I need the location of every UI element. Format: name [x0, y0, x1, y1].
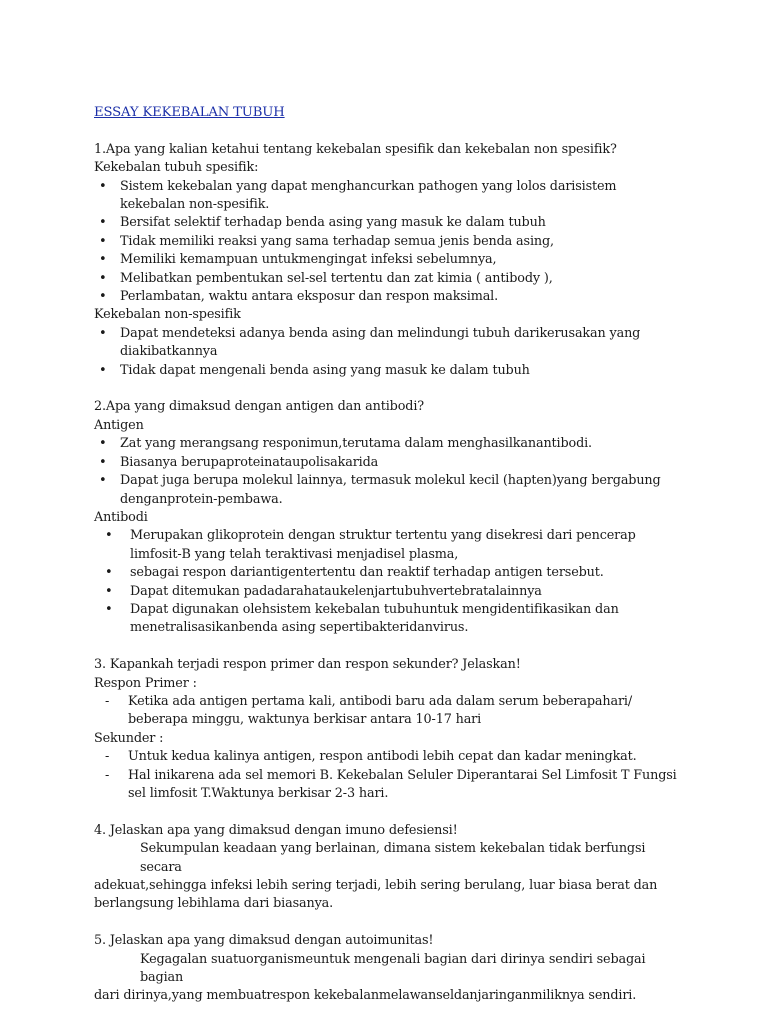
- antigen-heading: Antigen: [94, 417, 144, 433]
- list-item: • Dapat digunakan olehsistem kekebalan tubuhuntuk mengidentifikasikan dan menetralisasikanbenda asing sepertibakteridanvirus.: [94, 601, 684, 638]
- list-item: • Dapat ditemukan padadarahataukelenjartubuhvertebratalainnya: [94, 583, 684, 601]
- list-item: • Bersifat selektif terhadap benda asing yang masuk ke dalam tubuh: [94, 214, 684, 232]
- list-item: • Melibatkan pembentukan sel-sel tertentu dan zat kimia ( antibody ),: [94, 270, 684, 288]
- list-item: • Dapat juga berupa molekul lainnya, termasuk molekul kecil (hapten)yang bergabung denganprotein-pembawa.: [94, 472, 684, 509]
- list-item: - Untuk kedua kalinya antigen, respon antibodi lebih cepat dan kadar meningkat.: [94, 748, 684, 766]
- list-item: • Sistem kekebalan yang dapat menghancurkan pathogen yang lolos darisistem kekebalan non-spesifik.: [94, 178, 684, 215]
- spesifik-heading: Kekebalan tubuh spesifik:: [94, 160, 259, 176]
- antibodi-list: [94, 527, 684, 637]
- question-3: 3. Kapankah terjadi respon primer dan respon sekunder? Jelaskan!: [94, 657, 521, 673]
- answer-5-line-2: dari dirinya,yang membuatrespon kekebalanmelawanseldanjaringanmiliknya sendiri.: [94, 988, 637, 1004]
- list-item: - Hal inikarena ada sel memori B. Kekebalan Seluler Diperantarai Sel Limfosit T Fungsi sel limfosit T.Waktunya berkisar 2-3 hari.: [94, 767, 684, 804]
- sekunder-list: [94, 748, 684, 803]
- list-item: • Tidak memiliki reaksi yang sama terhadap semua jenis benda asing,: [94, 233, 684, 251]
- list-item: - Ketika ada antigen pertama kali, antibodi baru ada dalam serum beberapahari/ beberapa minggu, waktunya berkisar antara 10-17 hari: [94, 693, 684, 730]
- answer-4-line-2: adekuat,sehingga infeksi lebih sering terjadi, lebih sering berulang, luar biasa berat dan: [94, 878, 658, 893]
- list-item: • Zat yang merangsang responimun,terutama dalam menghasilkanantibodi.: [94, 435, 684, 453]
- question-5: 5. Jelaskan apa yang dimaksud dengan autoimunitas!: [94, 933, 434, 949]
- nonspesifik-heading: Kekebalan non-spesifik: [94, 307, 241, 323]
- list-item: • Biasanya berupaproteinataupolisakarida: [94, 454, 684, 472]
- primer-heading: Respon Primer :: [94, 675, 197, 691]
- essay-title[interactable]: ESSAY KEKEBALAN TUBUH: [94, 105, 285, 120]
- answer-5-line-1: Kegagalan suatuorganismeuntuk mengenali bagian dari dirinya sendiri sebagai bagian: [140, 951, 646, 986]
- sekunder-heading: Sekunder :: [94, 730, 164, 746]
- spesifik-list: [94, 178, 684, 307]
- antigen-list: [94, 435, 684, 509]
- list-item: • Memiliki kemampuan untukmengingat infeksi sebelumnya,: [94, 251, 684, 269]
- primer-list: [94, 693, 684, 730]
- list-item: • Tidak dapat mengenali benda asing yang masuk ke dalam tubuh: [94, 362, 684, 380]
- document-body: [94, 104, 684, 1006]
- question-4: 4. Jelaskan apa yang dimaksud dengan imuno defesiensi!: [94, 822, 458, 838]
- question-2: 2.Apa yang dimaksud dengan antigen dan antibodi?: [94, 399, 424, 415]
- list-item: • Perlambatan, waktu antara eksposur dan respon maksimal.: [94, 288, 684, 306]
- antibodi-heading: Antibodi: [94, 509, 148, 525]
- answer-4-line-3: berlangsung lebihlama dari biasanya.: [94, 896, 334, 912]
- question-1: 1.Apa yang kalian ketahui tentang kekebalan spesifik dan kekebalan non spesifik?: [94, 141, 617, 157]
- answer-4-line-1: Sekumpulan keadaan yang berlainan, dimana sistem kekebalan tidak berfungsi secara: [140, 841, 646, 875]
- list-item: • sebagai respon dariantigentertentu dan reaktif terhadap antigen tersebut.: [94, 564, 684, 582]
- list-item: • Dapat mendeteksi adanya benda asing dan melindungi tubuh darikerusakan yang diakibatkannya: [94, 325, 684, 362]
- nonspesifik-list: [94, 325, 684, 380]
- list-item: • Merupakan glikoprotein dengan struktur tertentu yang disekresi dari pencerap limfosit-B yang telah teraktivasi menjadisel plasma,: [94, 527, 684, 564]
